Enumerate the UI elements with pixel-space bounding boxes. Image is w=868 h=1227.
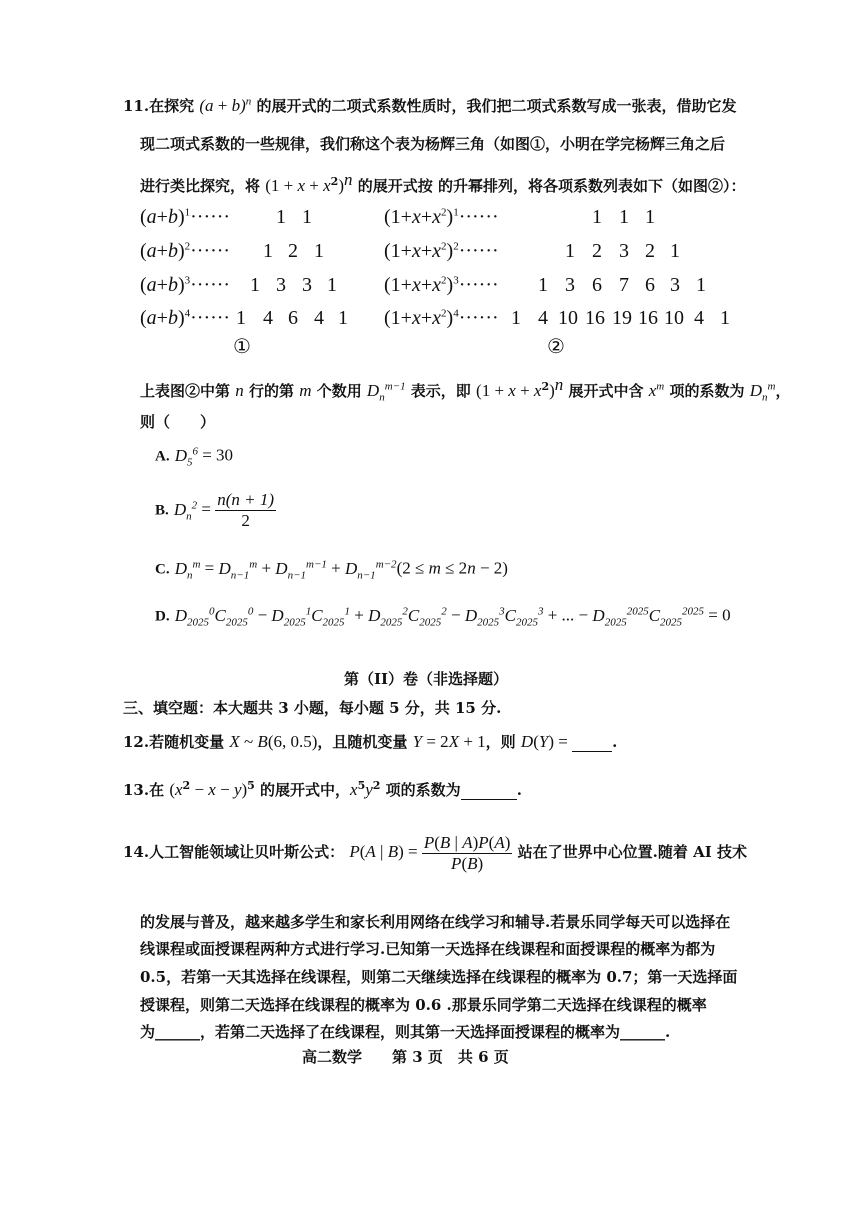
tri2-cell: 3 xyxy=(670,274,680,296)
figure-label-1: ① xyxy=(233,334,251,358)
row-left-4: $(a+b)^4\cdot\cdot\cdot\cdot\cdot\cdot$ xyxy=(140,307,231,329)
question-14-line2: 的发展与普及，越来越多学生和家长利用网络在线学习和辅导.若景乐同学每天可以选择在 xyxy=(140,913,731,931)
tri2-cell: 3 xyxy=(619,240,629,262)
tri2-cell: 1 xyxy=(696,274,706,296)
tri2-cell: 1 xyxy=(670,240,680,262)
tri2-cell: 2 xyxy=(592,240,602,262)
bayes-formula: $\frac{P(B | A)P(A)}{P(B)}$ xyxy=(423,833,511,873)
tri2-cell: 4 xyxy=(538,307,548,329)
tri2-cell: 16 xyxy=(585,307,605,329)
option-c[interactable]: C. $D_n^m = D_{n-1}^m + D_{n-1}^{m-1} + D_{n-1}^{m-2}(2 \le m \le 2n - 2)$ xyxy=(155,558,508,582)
q14-lead: 14.人工智能领域让贝叶斯公式： xyxy=(123,843,345,862)
answer-blank[interactable] xyxy=(572,733,612,752)
q11-desc2: 则（ ） xyxy=(140,413,216,431)
row-left-1: $(a+b)^1\cdot\cdot\cdot\cdot\cdot\cdot$ xyxy=(140,206,231,228)
row-right-3: $(1+x+x^2)^3\cdot\cdot\cdot\cdot\cdot\cdot$ xyxy=(384,274,499,296)
tri1-cell: 1 xyxy=(314,240,324,262)
row-right-2: $(1+x+x^2)^2\cdot\cdot\cdot\cdot\cdot\cdot$ xyxy=(384,240,499,262)
tri1-cell: 1 xyxy=(338,307,348,329)
tri1-cell: 1 xyxy=(276,206,286,228)
tri1-cell: 3 xyxy=(302,274,312,296)
tri2-cell: 10 xyxy=(558,307,578,329)
tri2-cell: 6 xyxy=(645,274,655,296)
question-14-line1: 14.人工智能领域让贝叶斯公式： P(A | B) = $\frac{P(B | A)P(A)}{P(B)}$ 站在了世界中心位置.随着 AI 技术 xyxy=(123,833,747,873)
tri2-cell: 1 xyxy=(538,274,548,296)
tri1-cell: 6 xyxy=(288,307,298,329)
tri1-cell: 3 xyxy=(276,274,286,296)
row-right-1: $(1+x+x^2)^1\cdot\cdot\cdot\cdot\cdot\cdot$ xyxy=(384,206,499,228)
tri1-cell: 4 xyxy=(314,307,324,329)
question-14-line6: 为______，若第二天选择了在线课程，则其第一天选择面授课程的概率为______. xyxy=(140,1023,671,1041)
tri1-cell: 2 xyxy=(288,240,298,262)
question-12: 12.若随机变量 X ~ B(6, 0.5)，且随机变量 Y = 2X + 1，则 D(Y) = . xyxy=(123,732,618,751)
trinomial-triangle xyxy=(0,206,868,346)
question-14-line4: 0.5，若第一天其选择在线课程，则第二天继续选择在线课程的概率为 0.7；第一天选择面 xyxy=(140,968,738,986)
tri2-cell: 1 xyxy=(511,307,521,329)
row-left-3: $(a+b)^3\cdot\cdot\cdot\cdot\cdot\cdot$ xyxy=(140,274,231,296)
tri2-cell: 19 xyxy=(612,307,632,329)
tri1-cell: 1 xyxy=(327,274,337,296)
tri2-cell: 1 xyxy=(720,307,730,329)
tri2-cell: 6 xyxy=(592,274,602,296)
tri2-cell: 10 xyxy=(664,307,684,329)
q11-line1: 11.在探究 $(a + b)^n$ 的展开式的二项式系数性质时，我们把二项式系数写成一张表，借助它发 xyxy=(123,95,737,115)
tri2-cell: 2 xyxy=(645,240,655,262)
tri2-cell: 16 xyxy=(638,307,658,329)
option-d[interactable]: D. $D_{2025}^0C_{2025}^0 - D_{2025}^1C_{2025}^1 + D_{2025}^2C_{2025}^2 - D_{2025}^3C_{2025}^3$ + ... − $D_{2025}^{2025}C_{2025}^{2025} = 0$ xyxy=(155,605,731,629)
tri2-cell: 1 xyxy=(645,206,655,228)
q11-line3: 进行类比探究，将 $(1 + x + x^2)^n$ 的展开式按 的升幂排列，将各项系数列表如下（如图②）： xyxy=(140,170,746,195)
tri2-cell: 1 xyxy=(565,240,575,262)
tri2-cell: 1 xyxy=(619,206,629,228)
section-title: 第（II）卷（非选择题） xyxy=(344,670,509,688)
question-14-line3: 线课程或面授课程两种方式进行学习.已知第一天选择在线课程和面授课程的概率为都为 xyxy=(140,940,716,958)
tri2-cell: 4 xyxy=(694,307,704,329)
row-right-4: $(1+x+x^2)^4\cdot\cdot\cdot\cdot\cdot\cdot$ xyxy=(384,307,499,329)
answer-blank[interactable] xyxy=(461,781,517,800)
tri1-cell: 4 xyxy=(263,307,273,329)
page-footer: 高二数学 第 3 页 共 6 页 xyxy=(302,1048,509,1066)
tri1-cell: 1 xyxy=(250,274,260,296)
section-heading: 三、填空题：本大题共 3 小题，每小题 5 分，共 15 分. xyxy=(123,699,502,717)
question-13: 13.在 $(x^2 - x - y)^5$ 的展开式中，$x^5y^2$ 项的系数为 . xyxy=(123,779,522,799)
row-left-2: $(a+b)^2\cdot\cdot\cdot\cdot\cdot\cdot$ xyxy=(140,240,231,262)
option-a[interactable]: A. $D_5^6 = 30$ xyxy=(155,445,234,469)
q11-desc1: 上表图②中第 n 行的第 m 个数用 $D_n^{m-1}$ 表示，即 $(1 + x + x^2)^n$ 展开式中含 $x^m$ 项的系数为 $D_n^m$， xyxy=(140,375,791,404)
tri2-cell: 1 xyxy=(592,206,602,228)
tri1-cell: 1 xyxy=(263,240,273,262)
q14-tail: 站在了世界中心位置.随着 AI 技术 xyxy=(517,843,747,862)
option-b[interactable]: B. $D_n^2$ = $\frac{n(n + 1)}{2}$ xyxy=(155,490,275,530)
figure-label-2: ② xyxy=(547,334,565,358)
tri1-cell: 1 xyxy=(236,307,246,329)
q11-line2: 现二项式系数的一些规律，我们称这个表为杨辉三角（如图①，小明在学完杨辉三角之后 xyxy=(140,135,726,153)
tri1-cell: 1 xyxy=(302,206,312,228)
tri2-cell: 7 xyxy=(619,274,629,296)
tri2-cell: 3 xyxy=(565,274,575,296)
question-14-line5: 授课程，则第二天选择在线课程的概率为 0.6 .那景乐同学第二天选择在线课程的概率 xyxy=(140,996,707,1014)
